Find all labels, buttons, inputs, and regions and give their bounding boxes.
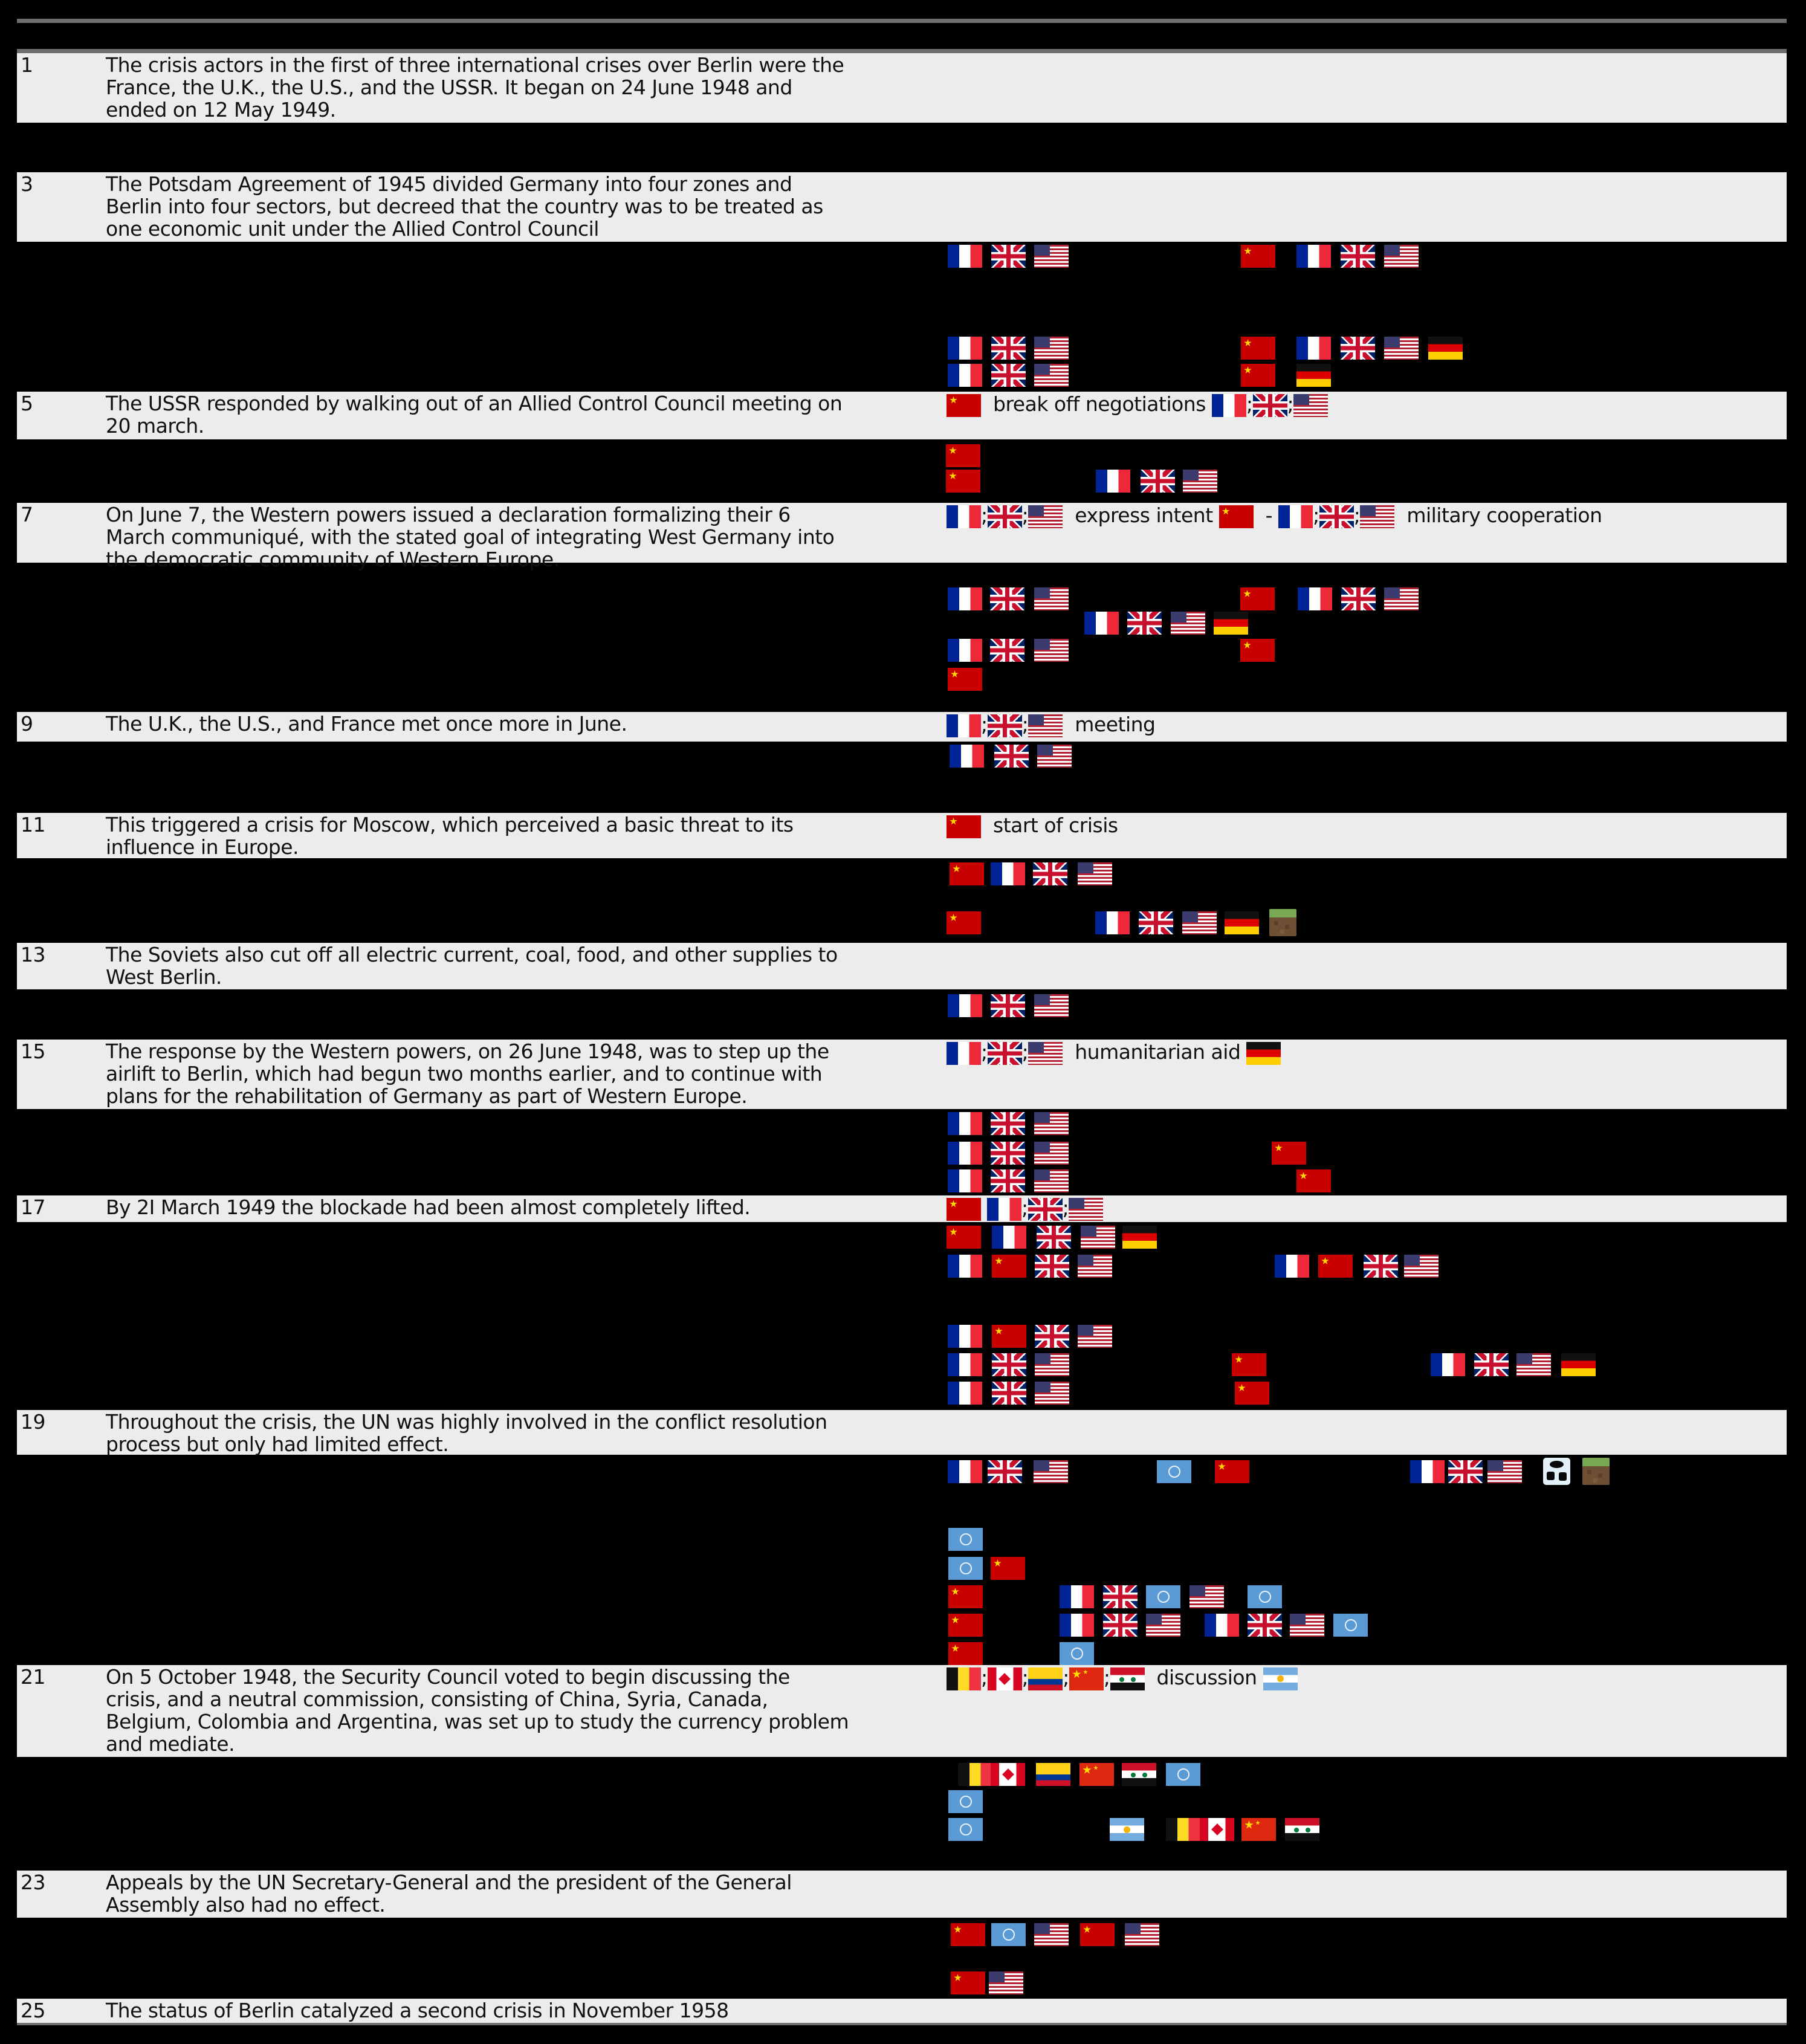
flag-un-icon [948, 1818, 983, 1841]
annotation [947, 1195, 1109, 1221]
annotation-label: humanitarian aid [1075, 1040, 1241, 1064]
separator: ; [1353, 503, 1361, 527]
separator: ; [981, 1666, 988, 1689]
sentence-line: airlift to Berlin, which had begun two months earlier, and to continue with [106, 1062, 823, 1085]
divider-bar [17, 19, 1787, 23]
flag-de-icon [1428, 337, 1463, 360]
flag-su-icon [950, 862, 984, 885]
flag-de-icon [1296, 364, 1331, 387]
spacer [1328, 392, 1334, 416]
sentence-row [17, 1665, 1787, 1757]
flag-us-icon [1034, 587, 1069, 610]
flag-su-icon [947, 1226, 981, 1249]
flag-uk-icon [1028, 1198, 1063, 1221]
flag-ca-icon [991, 1763, 1025, 1786]
ice-block-icon [1543, 1458, 1570, 1485]
flag-sy-icon [1285, 1818, 1319, 1841]
flag-us-icon [1037, 745, 1072, 768]
flag-su-icon [947, 1198, 981, 1221]
flag-uk-icon [988, 1042, 1022, 1065]
annotation [947, 712, 1161, 737]
flag-ca-icon [1200, 1818, 1234, 1841]
flag-us-icon [1034, 364, 1069, 387]
separator: ; [1021, 1040, 1029, 1064]
annotation [947, 813, 1124, 838]
separator: ; [981, 503, 988, 527]
flag-uk-icon [1364, 1255, 1398, 1278]
sentence-line: crisis, and a neutral commission, consisting of China, Syria, Canada, [106, 1687, 768, 1711]
flag-us-icon [1034, 1169, 1069, 1192]
sentence-row [17, 943, 1787, 989]
flag-uk-icon [988, 1460, 1022, 1483]
flag-us-icon [1034, 994, 1069, 1017]
flag-fr-icon [948, 1325, 982, 1348]
flag-su-icon [947, 394, 981, 417]
annotation-label: break off negotiations [993, 392, 1206, 416]
flag-uk-icon [1139, 911, 1173, 934]
separator: ; [1021, 713, 1029, 736]
row-number: 3 [21, 172, 33, 196]
sentence-text [106, 713, 627, 735]
flag-be-icon [958, 1763, 992, 1786]
flag-us-icon [1034, 337, 1069, 360]
flag-fr-icon [948, 1255, 982, 1278]
flag-de-icon [1122, 1226, 1157, 1249]
flag-fr-icon [1084, 612, 1119, 635]
flag-us-icon [1384, 245, 1419, 268]
sentence-line: The Potsdam Agreement of 1945 divided Germany into four zones and [106, 172, 792, 196]
sentence-text [106, 813, 794, 858]
flag-su-icon [948, 1585, 983, 1608]
flag-uk-icon [991, 994, 1025, 1017]
separator: ; [1246, 392, 1253, 416]
sentence-text [106, 1666, 849, 1755]
flag-fr-icon [948, 587, 982, 610]
flag-su-icon [1080, 1923, 1115, 1946]
sentence-text [106, 173, 823, 240]
flag-fr-icon [992, 1226, 1026, 1249]
row-number: 17 [21, 1195, 45, 1219]
row-number: 7 [21, 503, 33, 526]
flag-us-icon [1360, 505, 1394, 528]
flag-ca-icon [988, 1667, 1022, 1690]
annotation-label: discussion [1156, 1666, 1257, 1689]
flag-fr-icon [1205, 1614, 1239, 1637]
flag-un-icon [1157, 1460, 1191, 1483]
flag-uk-icon [992, 1382, 1026, 1405]
flag-uk-icon [990, 639, 1024, 662]
flag-uk-icon [991, 1169, 1025, 1192]
sentence-line: This triggered a crisis for Moscow, which perceived a basic threat to its [106, 813, 794, 836]
sentence-line: Assembly also had no effect. [106, 1893, 386, 1916]
sentence-line: process but only had limited effect. [106, 1432, 449, 1456]
flag-fr-icon [987, 1198, 1021, 1221]
flag-sy-icon [1110, 1667, 1145, 1690]
flag-su-icon [1235, 1382, 1269, 1405]
flag-uk-icon [1448, 1460, 1483, 1483]
annotation-label: meeting [1075, 713, 1156, 736]
flag-fr-icon [1275, 1255, 1309, 1278]
sentence-line: and mediate. [106, 1732, 235, 1756]
flag-su-icon [1241, 364, 1275, 387]
flag-sy-icon [1122, 1763, 1156, 1786]
flag-cn-icon [1079, 1763, 1114, 1786]
flag-uk-icon [990, 587, 1024, 610]
sentence-row [17, 1195, 1787, 1222]
flag-us-icon [1384, 337, 1419, 360]
row-number: 23 [21, 1871, 45, 1894]
flag-su-icon [1318, 1255, 1353, 1278]
annotation-label: start of crisis [993, 813, 1118, 837]
flag-us-icon [1078, 1255, 1112, 1278]
flag-uk-icon [1319, 505, 1354, 528]
flag-su-icon [991, 1557, 1025, 1580]
flag-us-icon [1146, 1614, 1180, 1637]
flag-fr-icon [1410, 1460, 1445, 1483]
flag-su-icon [1219, 505, 1254, 528]
flag-fr-icon [948, 1382, 982, 1405]
row-number: 5 [21, 392, 33, 415]
flag-us-icon [1034, 1112, 1069, 1135]
sentence-line: The U.K., the U.S., and France met once more in June. [106, 712, 627, 736]
flag-us-icon [1290, 1614, 1324, 1637]
sentence-line: one economic unit under the Allied Control Council [106, 217, 599, 241]
annotation [947, 392, 1334, 417]
grass-block-icon [1582, 1458, 1610, 1485]
flag-de-icon [1561, 1353, 1596, 1376]
flag-us-icon [1171, 612, 1205, 635]
flag-fr-icon [948, 994, 982, 1017]
flag-fr-icon [948, 1142, 982, 1165]
spacer [1394, 503, 1400, 527]
flag-us-icon [1078, 862, 1112, 885]
sentence-row [17, 503, 1787, 571]
flag-fr-icon [1095, 911, 1130, 934]
spacer [981, 813, 987, 837]
flag-uk-icon [988, 505, 1022, 528]
flag-us-icon [1081, 1226, 1115, 1249]
flag-fr-icon [950, 745, 984, 768]
separator: ; [1021, 1666, 1029, 1689]
flag-su-icon [951, 1971, 985, 1994]
flag-fr-icon [1212, 394, 1246, 417]
flag-su-icon [1241, 245, 1275, 268]
flag-us-icon [1028, 505, 1063, 528]
flag-su-icon [1296, 1169, 1331, 1192]
flag-uk-icon [988, 714, 1022, 737]
flag-uk-icon [991, 245, 1026, 268]
flag-co-icon [1036, 1763, 1070, 1786]
spacer [1063, 503, 1069, 527]
flag-su-icon [1240, 587, 1275, 610]
row-number: 11 [21, 813, 45, 836]
sentence-line: Belgium, Colombia and Argentina, was set up to study the currency problem [106, 1710, 849, 1733]
annotation [947, 1040, 1287, 1065]
sentence-line: On 5 October 1948, the Security Council voted to begin discussing the [106, 1665, 790, 1689]
sentence-row [17, 1871, 1787, 1918]
flag-uk-icon [1141, 470, 1175, 493]
grass-block-icon [1269, 909, 1296, 936]
sentence-line: ended on 12 May 1949. [106, 98, 336, 121]
sentence-line: The USSR responded by walking out of an Allied Control Council meeting on [106, 392, 843, 415]
row-number: 9 [21, 712, 33, 736]
flag-us-icon [1182, 911, 1217, 934]
sentence-line: On June 7, the Western powers issued a declaration formalizing their 6 [106, 503, 791, 526]
flag-uk-icon [991, 1112, 1025, 1135]
sentence-line: the democratic community of Western Europe. [106, 548, 560, 571]
flag-fr-icon [1096, 470, 1130, 493]
row-number: 15 [21, 1040, 45, 1063]
flag-fr-icon [948, 364, 982, 387]
spacer [1254, 503, 1260, 527]
flag-uk-icon [994, 745, 1029, 768]
flag-us-icon [1069, 1198, 1103, 1221]
flag-uk-icon [992, 1353, 1026, 1376]
sentence-text [106, 392, 842, 437]
flag-us-icon [1183, 470, 1217, 493]
separator: ; [1062, 1196, 1069, 1220]
flag-uk-icon [1341, 587, 1376, 610]
flag-un-icon [991, 1923, 1026, 1946]
flag-de-icon [1225, 911, 1259, 934]
sentence-line: The crisis actors in the first of three international crises over Berlin were the [106, 53, 844, 77]
flag-be-icon [947, 1667, 981, 1690]
sentence-line: influence in Europe. [106, 835, 299, 859]
sentence-line: Berlin into four sectors, but decreed that the country was to be treated as [106, 195, 823, 218]
sentence-line: The status of Berlin catalyzed a second crisis in November 1958 [106, 1999, 729, 2022]
flag-co-icon [1028, 1667, 1063, 1690]
flag-un-icon [1060, 1642, 1094, 1665]
row-number: 13 [21, 943, 45, 966]
flag-uk-icon [1341, 245, 1375, 268]
flag-su-icon [1241, 337, 1275, 360]
sentence-text [106, 1999, 729, 2022]
flag-su-icon [948, 1642, 983, 1665]
spacer [1063, 1040, 1069, 1064]
sentence-text [106, 1871, 792, 1916]
flag-uk-icon [1035, 1255, 1069, 1278]
sentence-text [106, 943, 838, 988]
row-number: 1 [21, 53, 33, 77]
flag-un-icon [948, 1790, 983, 1813]
flag-de-icon [1214, 612, 1248, 635]
flag-su-icon [992, 1255, 1026, 1278]
flag-su-icon [947, 911, 981, 934]
flag-us-icon [1189, 1585, 1224, 1608]
sentence-row [17, 813, 1787, 858]
flag-fr-icon [947, 1042, 981, 1065]
flag-us-icon [989, 1971, 1023, 1994]
sentence-text [106, 1040, 829, 1107]
flag-us-icon [1034, 1142, 1069, 1165]
annotation-label: express intent [1075, 503, 1213, 527]
flag-su-icon [1215, 1460, 1249, 1483]
row-number: 25 [21, 1999, 45, 2022]
sentence-line: plans for the rehabilitation of Germany as part of Western Europe. [106, 1084, 748, 1108]
sentence-line: The response by the Western powers, on 26 June 1948, was to step up the [106, 1040, 829, 1063]
separator: ; [981, 1040, 988, 1064]
sentence-line: March communiqué, with the stated goal of integrating West Germany into [106, 525, 835, 549]
flag-un-icon [948, 1528, 983, 1551]
spacer [981, 392, 987, 416]
sentence-row [17, 392, 1787, 439]
annotation-label: military cooperation [1406, 503, 1602, 527]
annotation [947, 503, 1608, 528]
sentence-line: Appeals by the UN Secretary-General and the president of the General [106, 1871, 792, 1894]
flag-fr-icon [948, 337, 982, 360]
sentence-line: The Soviets also cut off all electric current, coal, food, and other supplies to [106, 943, 838, 966]
flag-cn-icon [1241, 1818, 1276, 1841]
flag-fr-icon [1296, 245, 1331, 268]
sentence-row [17, 172, 1787, 242]
flag-fr-icon [1060, 1585, 1094, 1608]
flag-fr-icon [948, 1112, 982, 1135]
spacer [1298, 1666, 1304, 1689]
flag-be-icon [1166, 1818, 1200, 1841]
separator: ; [1287, 392, 1294, 416]
separator: ; [1063, 1666, 1069, 1689]
flag-su-icon [948, 668, 982, 691]
flag-uk-icon [1474, 1353, 1509, 1376]
flag-uk-icon [1103, 1585, 1138, 1608]
sentence-text [106, 1196, 750, 1218]
flag-us-icon [1034, 1923, 1069, 1946]
flag-un-icon [1146, 1585, 1180, 1608]
sentence-line: Throughout the crisis, the UN was highly involved in the conflict resolution [106, 1410, 827, 1434]
flag-fr-icon [1060, 1614, 1094, 1637]
flag-us-icon [1125, 1923, 1159, 1946]
flag-fr-icon [991, 862, 1025, 885]
sentence-line: France, the U.K., the U.S., and the USSR. It began on 24 June 1948 and [106, 76, 792, 99]
sentence-row [17, 1410, 1787, 1455]
flag-us-icon [1028, 1042, 1063, 1065]
flag-su-icon [946, 444, 980, 467]
sentence-row [17, 712, 1787, 742]
flag-uk-icon [1341, 337, 1375, 360]
flag-us-icon [1034, 245, 1069, 268]
flag-us-icon [1028, 714, 1063, 737]
spacer [1281, 1040, 1287, 1064]
separator: ; [1021, 503, 1029, 527]
flag-uk-icon [1033, 862, 1067, 885]
flag-su-icon [947, 815, 981, 838]
row-number: 21 [21, 1665, 45, 1689]
flag-us-icon [1487, 1460, 1522, 1483]
flag-fr-icon [1298, 587, 1332, 610]
flag-us-icon [1078, 1325, 1112, 1348]
flag-us-icon [1035, 1382, 1069, 1405]
flag-uk-icon [1037, 1226, 1071, 1249]
flag-uk-icon [1253, 394, 1287, 417]
sentence-row [17, 1040, 1787, 1109]
annotation-label: - [1265, 503, 1273, 527]
flag-un-icon [1333, 1614, 1368, 1637]
flag-uk-icon [1127, 612, 1162, 635]
flag-fr-icon [1431, 1353, 1465, 1376]
sentence-line: 20 march. [106, 414, 204, 438]
flag-fr-icon [948, 1169, 982, 1192]
flag-fr-icon [947, 505, 981, 528]
flag-us-icon [1293, 394, 1328, 417]
sentence-text [106, 503, 834, 571]
flag-de-icon [1246, 1042, 1281, 1065]
flag-uk-icon [1248, 1614, 1282, 1637]
flag-us-icon [1404, 1255, 1439, 1278]
flag-ar-icon [1263, 1667, 1298, 1690]
spacer [1063, 713, 1069, 736]
flag-fr-icon [1296, 337, 1331, 360]
sentence-row [17, 53, 1787, 123]
flag-fr-icon [948, 245, 982, 268]
flag-uk-icon [991, 1142, 1025, 1165]
flag-us-icon [1034, 639, 1069, 662]
flag-su-icon [948, 1614, 983, 1637]
annotation [947, 1665, 1304, 1690]
separator: ; [1313, 503, 1319, 527]
flag-fr-icon [948, 1353, 982, 1376]
flag-us-icon [1516, 1353, 1551, 1376]
separator: ; [1103, 1666, 1110, 1689]
flag-cn-icon [1069, 1667, 1104, 1690]
flag-uk-icon [991, 364, 1026, 387]
row-number: 19 [21, 1410, 45, 1434]
sentence-line: By 2I March 1949 the blockade had been almost completely lifted. [106, 1195, 751, 1219]
separator: ; [1021, 1196, 1028, 1220]
flag-fr-icon [947, 714, 981, 737]
flag-un-icon [1166, 1763, 1200, 1786]
flag-su-icon [992, 1325, 1026, 1348]
flag-ar-icon [1110, 1818, 1144, 1841]
flag-us-icon [1034, 1460, 1068, 1483]
flag-su-icon [1240, 639, 1275, 662]
spacer [1145, 1666, 1151, 1689]
flag-su-icon [951, 1923, 985, 1946]
sentence-line: West Berlin. [106, 965, 222, 989]
spacer [1103, 1196, 1109, 1220]
flag-fr-icon [1278, 505, 1313, 528]
flag-us-icon [1035, 1353, 1069, 1376]
flag-uk-icon [1035, 1325, 1069, 1348]
flag-uk-icon [1103, 1614, 1138, 1637]
flag-uk-icon [991, 337, 1026, 360]
sentence-row [17, 1999, 1787, 2023]
flag-su-icon [1232, 1353, 1266, 1376]
flag-su-icon [946, 470, 980, 493]
divider-bar [17, 49, 1787, 53]
flag-un-icon [948, 1557, 983, 1580]
sentence-text [106, 1411, 827, 1455]
flag-fr-icon [948, 1460, 982, 1483]
flag-fr-icon [948, 639, 982, 662]
separator: ; [981, 713, 988, 736]
flag-su-icon [1272, 1142, 1306, 1165]
sentence-text [106, 54, 844, 121]
flag-us-icon [1384, 587, 1419, 610]
spacer [981, 1196, 987, 1220]
flag-un-icon [1248, 1585, 1282, 1608]
